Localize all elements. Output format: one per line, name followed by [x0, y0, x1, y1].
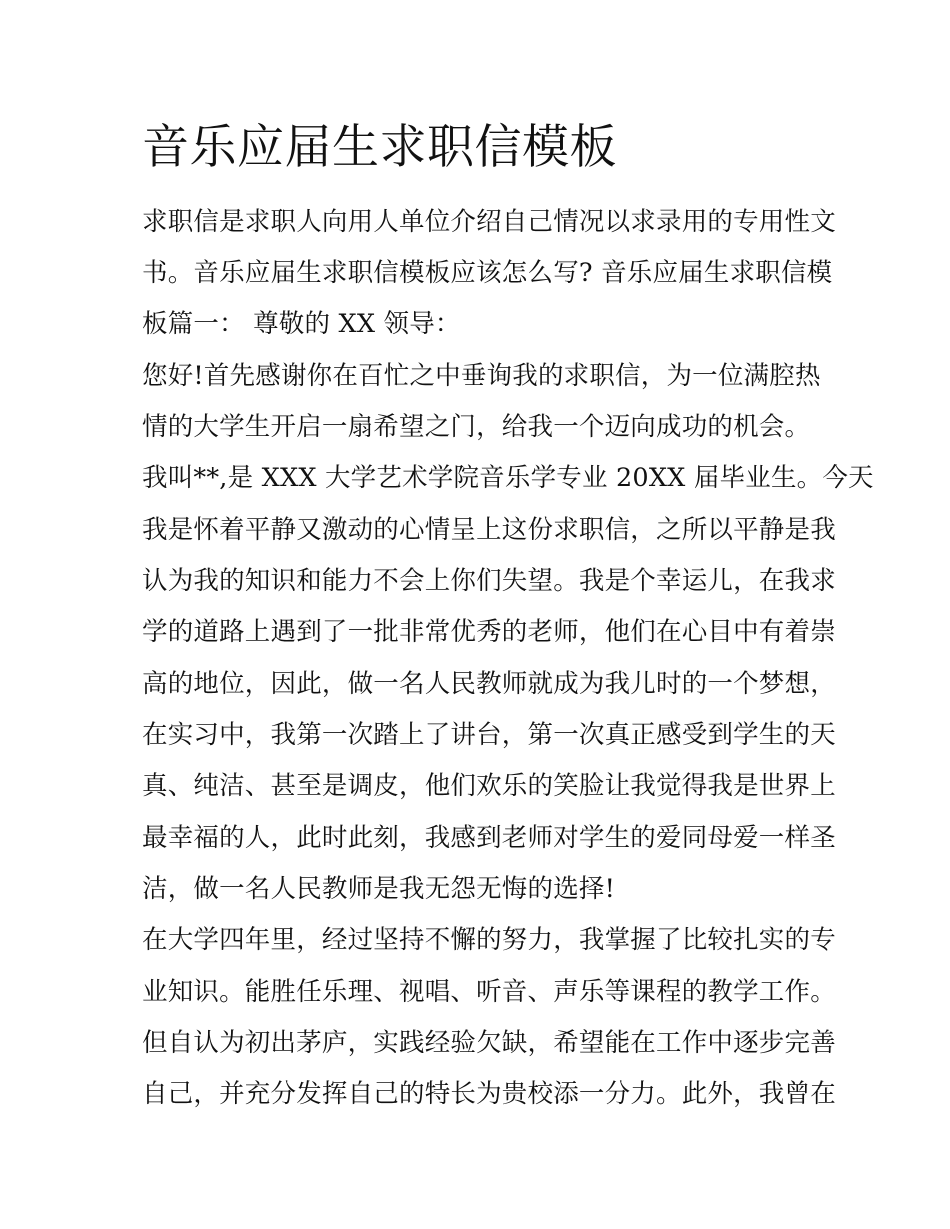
text-line: 求职信是求职人向用人单位介绍自己情况以求录用的专用性文	[142, 207, 836, 237]
text-line: 学的道路上遇到了一批非常优秀的老师，他们在心目中有着崇	[142, 617, 836, 647]
text-line: 真、纯洁、甚至是调皮，他们欢乐的笑脸让我觉得我是世界上	[142, 771, 836, 801]
text-line: 最幸福的人，此时此刻，我感到老师对学生的爱同母爱一样圣	[142, 823, 836, 853]
text-line: 自己，并充分发挥自己的特长为贵校添一分力。此外，我曾在	[142, 1079, 836, 1109]
text-line: 洁，做一名人民教师是我无怨无悔的选择!	[142, 874, 616, 904]
document-title: 音乐应届生求职信模板	[142, 120, 617, 175]
text-line: 我是怀着平静又激动的心情呈上这份求职信，之所以平静是我	[142, 515, 836, 545]
text-line: 在实习中，我第一次踏上了讲台，第一次真正感受到学生的天	[142, 720, 836, 750]
text-line: 板篇一： 尊敬的 XX 领导：	[142, 309, 461, 339]
text-line: 情的大学生开启一扇希望之门，给我一个迈向成功的机会。	[142, 412, 811, 442]
text-line: 业知识。能胜任乐理、视唱、听音、声乐等课程的教学工作。	[142, 977, 836, 1007]
text-line: 在大学四年里，经过坚持不懈的努力，我掌握了比较扎实的专	[142, 925, 836, 955]
text-line: 认为我的知识和能力不会上你们失望。我是个幸运儿，在我求	[142, 566, 836, 596]
text-line: 您好!首先感谢你在百忙之中垂询我的求职信，为一位满腔热	[142, 361, 821, 391]
text-line: 书。音乐应届生求职信模板应该怎么写? 音乐应届生求职信模	[142, 258, 833, 288]
text-line: 我叫**,是 XXX 大学艺术学院音乐学专业 20XX 届毕业生。今天	[142, 463, 874, 493]
text-line: 高的地位，因此，做一名人民教师就成为我儿时的一个梦想，	[142, 669, 836, 699]
text-line: 但自认为初出茅庐，实践经验欠缺，希望能在工作中逐步完善	[142, 1028, 836, 1058]
